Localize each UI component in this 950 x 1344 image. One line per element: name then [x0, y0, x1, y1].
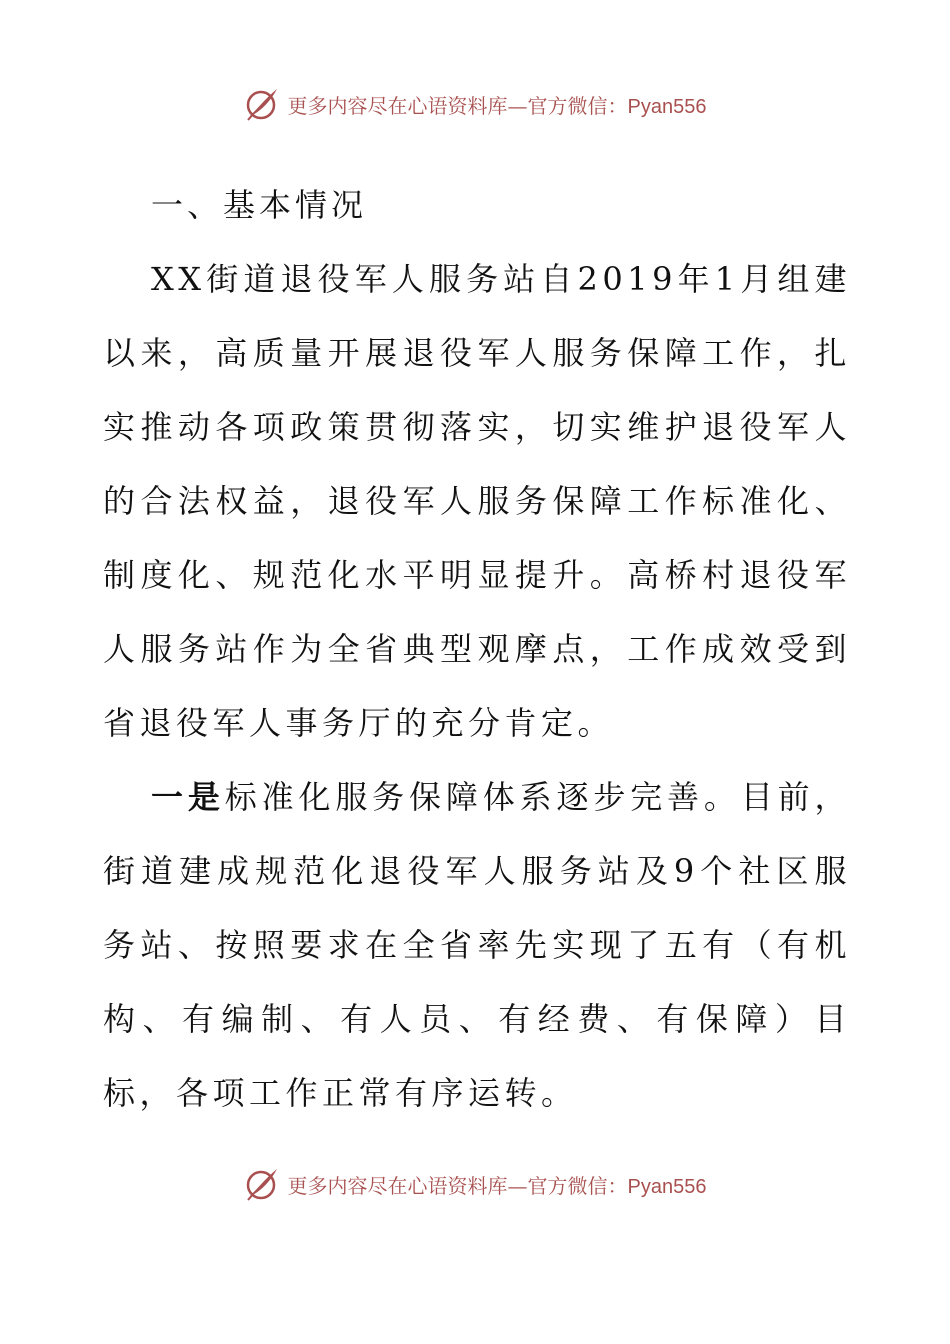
watermark-contact: Pyan556 [627, 95, 707, 118]
paragraph-lead: 一是 [151, 778, 225, 816]
paragraph-standardization [103, 760, 851, 1130]
paragraph-body: 标准化服务保障体系逐步完善。目前，街道建成规范化退役军人服务站及9个社区服务站、按照要求在全省率先实现了五有（有机构、有编制、有人员、有经费、有保障）目标，各项工作正常有序运转。 [103, 778, 851, 1112]
paragraph-overview: XX街道退役军人服务站自2019年1月组建以来，高质量开展退役军人服务保障工作，扎实推动各项政策贯彻落实，切实维护退役军人的合法权益，退役军人服务保障工作标准化、制度化、规范化水平明显提升。高桥村退役军人服务站作为全省典型观摩点，工作成效受到省退役军人事务厅的充分肯定。 [103, 260, 851, 742]
document-body [103, 168, 851, 1130]
section-heading: 一、基本情况 [151, 186, 368, 224]
quill-logo-icon [244, 1166, 280, 1202]
watermark-text: 更多内容尽在心语资料库—官方微信：Pyan556 [287, 93, 707, 118]
quill-logo-icon [244, 86, 280, 122]
watermark-text: 更多内容尽在心语资料库—官方微信：Pyan556 [287, 1173, 707, 1198]
watermark-contact: Pyan556 [627, 1175, 707, 1198]
watermark-footer [0, 1164, 950, 1204]
watermark-header [0, 84, 950, 124]
